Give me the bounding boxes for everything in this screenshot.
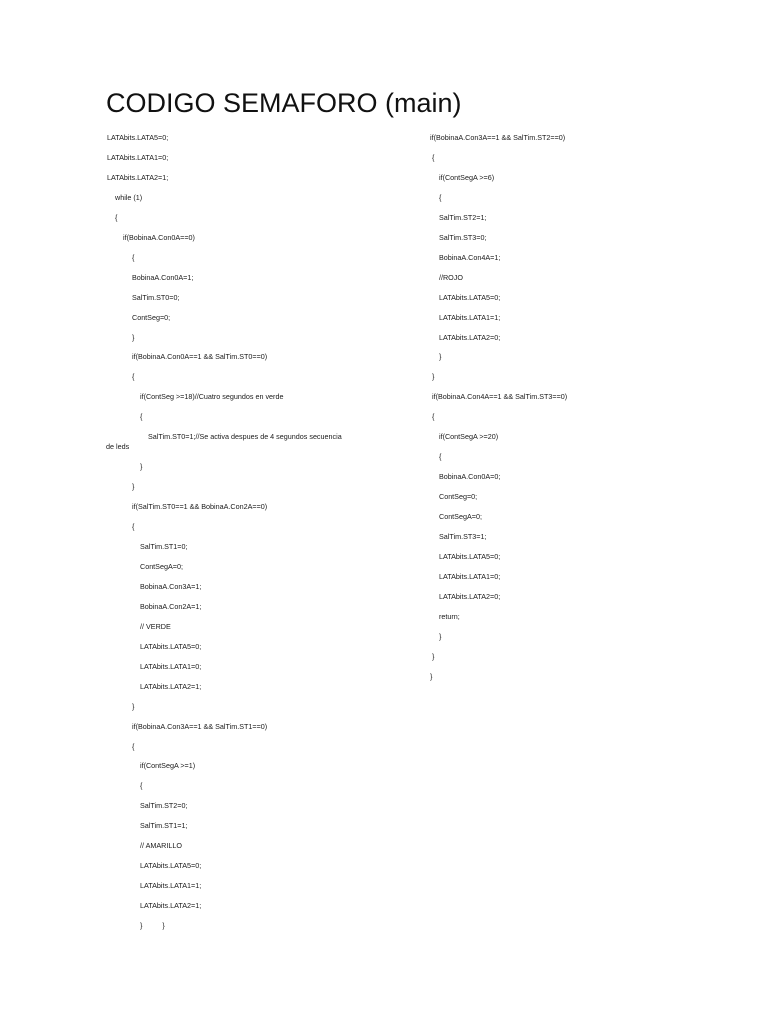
code-line: SalTim.ST3=0; <box>439 232 487 242</box>
code-line: BobinaA.Con3A=1; <box>140 581 202 591</box>
code-line: { <box>115 212 118 222</box>
code-line: //ROJO <box>439 272 463 282</box>
page-title: CODIGO SEMAFORO (main) <box>106 88 462 118</box>
code-line: } <box>132 701 135 711</box>
code-line: { <box>132 522 135 532</box>
code-line: } <box>132 332 135 342</box>
code-line: SalTim.ST1=0; <box>140 542 188 551</box>
code-line: if(BobinaA.Con3A==1 && SalTim.ST2==0) <box>430 133 566 142</box>
code-line: { <box>439 192 442 202</box>
code-line: if(ContSegA >=1) <box>140 761 196 771</box>
code-line: LATAbits.LATA5=0; <box>140 861 202 871</box>
code-line: BobinaA.Con4A=1; <box>439 252 501 262</box>
code-line: if(BobinaA.Con4A==1 && SalTim.ST3==0) <box>432 392 568 402</box>
code-line: SalTim.ST3=1; <box>439 532 487 541</box>
code-line: ContSegA=0; <box>140 561 183 571</box>
code-line: SalTim.ST2=1; <box>439 212 487 222</box>
code-line: { <box>140 781 143 791</box>
code-line: } <box>439 631 442 641</box>
code-line: LATAbits.LATA1=0; <box>140 661 202 671</box>
code-line: SalTim.ST1=1; <box>140 821 188 831</box>
code-line: { <box>132 372 135 382</box>
code-line: { <box>140 412 143 422</box>
code-line: ContSeg=0; <box>132 312 171 322</box>
code-line: } <box>140 462 143 472</box>
code-line: LATAbits.LATA1=0; <box>107 152 169 162</box>
code-line: if(ContSegA >=20) <box>439 432 499 442</box>
code-line: LATAbits.LATA2=1; <box>140 681 202 691</box>
code-line: LATAbits.LATA2=1; <box>107 172 169 182</box>
code-line: LATAbits.LATA2=0; <box>439 332 501 342</box>
code-line: LATAbits.LATA5=0; <box>107 133 169 142</box>
code-line: } <box>132 482 135 492</box>
code-line: BobinaA.Con0A=0; <box>439 472 501 482</box>
code-line: { <box>432 412 435 422</box>
code-line: while (1) <box>115 192 143 202</box>
code-line: } <box>439 352 442 362</box>
code-line: { <box>439 452 442 462</box>
code-line: if(BobinaA.Con3A==1 && SalTim.ST1==0) <box>132 721 268 731</box>
code-line: if(ContSegA >=6) <box>439 172 495 182</box>
code-line: ContSeg=0; <box>439 492 478 502</box>
code-line: LATAbits.LATA2=1; <box>140 901 202 911</box>
code-line: SalTim.ST2=0; <box>140 801 188 811</box>
code-line: if(BobinaA.Con0A==1 && SalTim.ST0==0) <box>132 352 268 362</box>
code-line: LATAbits.LATA5=0; <box>439 551 501 561</box>
code-line: } <box>432 651 435 661</box>
code-line: if(ContSeg >=18)//Cuatro segundos en verde <box>140 392 284 402</box>
code-line: SalTim.ST0=0; <box>132 292 180 302</box>
code-line: // AMARILLO <box>140 841 182 851</box>
code-line: } <box>430 671 433 681</box>
code-line: LATAbits.LATA5=0; <box>439 292 501 302</box>
code-line: } } <box>140 921 165 931</box>
code-line-continuation: de leds <box>106 442 130 452</box>
code-line: LATAbits.LATA5=0; <box>140 641 202 651</box>
code-line: } <box>432 372 435 382</box>
code-line: { <box>432 152 435 162</box>
code-line: ContSegA=0; <box>439 512 482 522</box>
code-line: LATAbits.LATA2=0; <box>439 591 501 601</box>
code-line: LATAbits.LATA1=1; <box>439 312 501 322</box>
code-line: SalTim.ST0=1;//Se activa despues de 4 segundos secuencia <box>148 432 342 442</box>
code-line: LATAbits.LATA1=0; <box>439 571 501 581</box>
code-line: BobinaA.Con2A=1; <box>140 601 202 611</box>
code-line: if(SalTim.ST0==1 && BobinaA.Con2A==0) <box>132 502 268 512</box>
code-line: LATAbits.LATA1=1; <box>140 881 202 891</box>
code-line: { <box>132 741 135 751</box>
code-line: if(BobinaA.Con0A==0) <box>123 232 195 242</box>
code-line: // VERDE <box>140 621 171 631</box>
code-line: BobinaA.Con0A=1; <box>132 272 194 282</box>
code-line: return; <box>439 611 460 621</box>
code-line: { <box>132 252 135 262</box>
